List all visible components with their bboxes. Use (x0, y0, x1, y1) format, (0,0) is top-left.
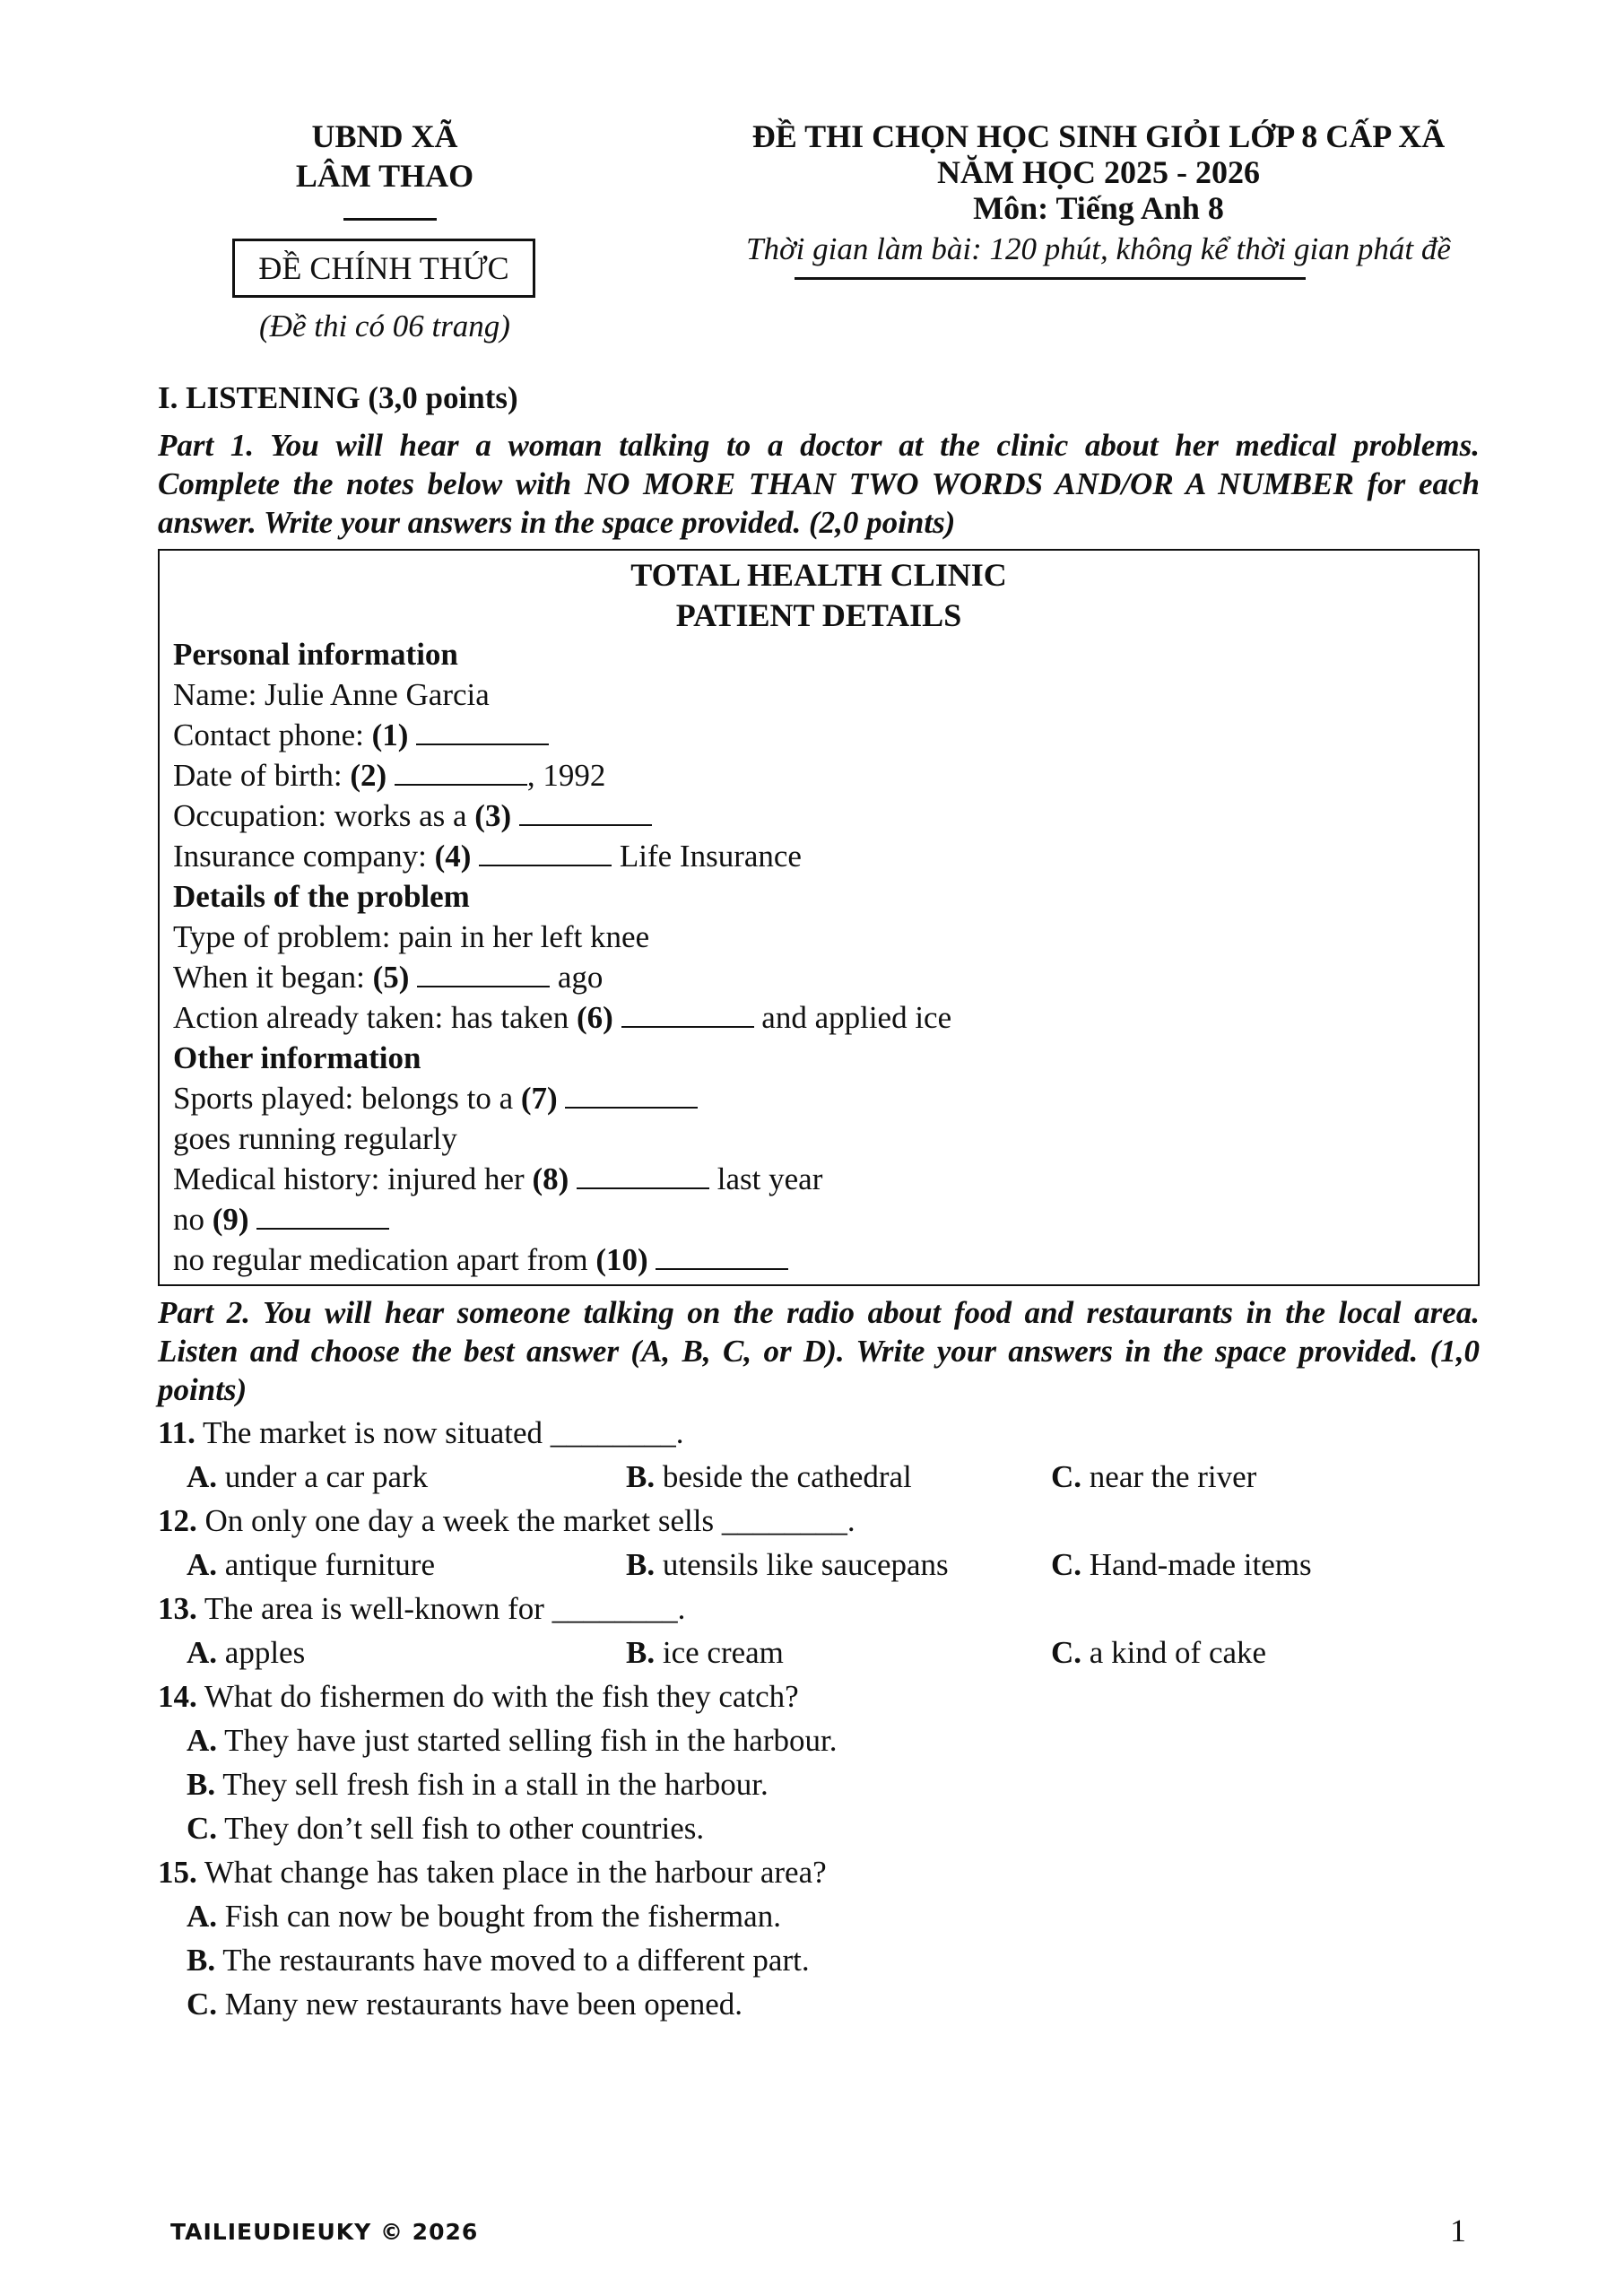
answer-blank-6[interactable] (621, 1001, 754, 1028)
answer-blank-8[interactable] (577, 1162, 709, 1189)
official-label: ĐỀ CHÍNH THỨC (258, 250, 509, 286)
agency-underline (343, 218, 437, 221)
box-title-clinic: TOTAL HEALTH CLINIC (630, 557, 1007, 593)
note-6-tail: and applied ice (753, 1000, 952, 1035)
question-13 (158, 1591, 685, 1627)
agency-line-1: UBND XÃ (311, 118, 458, 154)
part1-instr-line-2: Complete the notes below with NO MORE THAN TWO WORDS AND/OR A NUMBER for each (158, 466, 1480, 501)
answer-blank-5[interactable] (417, 961, 550, 987)
note-8-number: (8) (532, 1161, 569, 1196)
q14-c-text: They don’t sell fish to other countries. (217, 1811, 705, 1846)
heading-personal: Personal information (173, 637, 458, 672)
note-3-label: Occupation: works as a (173, 798, 475, 833)
q15-option-a[interactable] (187, 1899, 781, 1935)
patient-details-box (158, 549, 1480, 1286)
answer-blank-1[interactable] (416, 718, 549, 745)
note-10-label: no regular medication apart from (173, 1242, 596, 1277)
q13-c-text: a kind of cake (1081, 1635, 1267, 1670)
pages-note: (Đề thi có 06 trang) (259, 309, 510, 344)
note-3 (173, 798, 652, 834)
q14-option-b[interactable] (187, 1767, 769, 1803)
q13-option-c[interactable] (1051, 1635, 1266, 1671)
q11-option-a[interactable] (187, 1459, 428, 1495)
note-10-number: (10) (595, 1242, 648, 1277)
part2-instr-line-1: Part 2. You will hear someone talking on the radio about food and restaurants in the local area. (158, 1295, 1480, 1330)
q11-number: 11. (158, 1415, 195, 1450)
note-5-label: When it began: (173, 960, 373, 995)
school-year: NĂM HỌC 2025 - 2026 (937, 154, 1260, 190)
q15-option-c[interactable] (187, 1987, 743, 2022)
q14-c-letter: C. (187, 1811, 218, 1846)
q13-b-letter: B. (626, 1635, 656, 1670)
part2-instructions (158, 1293, 1480, 1409)
note-7 (173, 1081, 698, 1117)
q11-c-letter: C. (1051, 1459, 1082, 1494)
note-7-label: Sports played: belongs to a (173, 1081, 521, 1116)
note-5-number: (5) (372, 960, 410, 995)
q14-b-letter: B. (187, 1767, 216, 1802)
question-14 (158, 1679, 799, 1715)
q11-a-text: under a car park (217, 1459, 429, 1494)
q11-c-text: near the river (1081, 1459, 1257, 1494)
q14-number: 14. (158, 1679, 197, 1714)
heading-other: Other information (173, 1040, 421, 1075)
q14-option-c[interactable] (187, 1811, 704, 1847)
q14-text: What do fishermen do with the fish they catch? (196, 1679, 799, 1714)
answer-blank-9[interactable] (256, 1203, 389, 1230)
note-9-number: (9) (212, 1202, 249, 1237)
answer-blank-3[interactable] (519, 799, 652, 826)
q12-c-text: Hand-made items (1081, 1547, 1312, 1582)
q12-a-text: antique furniture (217, 1547, 435, 1582)
q13-option-b[interactable] (626, 1635, 784, 1671)
q15-b-letter: B. (187, 1943, 216, 1978)
q11-text: The market is now situated ________. (195, 1415, 684, 1450)
q12-a-letter: A. (187, 1547, 218, 1582)
note-9 (173, 1202, 389, 1238)
note-4-number: (4) (434, 839, 472, 874)
q15-text: What change has taken place in the harbour area? (196, 1855, 827, 1890)
q14-a-text: They have just started selling fish in the harbour. (217, 1723, 838, 1758)
note-6 (173, 1000, 951, 1036)
note-9-label: no (173, 1202, 213, 1237)
q13-text: The area is well-known for ________. (196, 1591, 686, 1626)
heading-details: Details of the problem (173, 879, 470, 914)
q15-a-letter: A. (187, 1899, 218, 1934)
box-title-patient: PATIENT DETAILS (675, 597, 962, 633)
agency-line-2: LÂM THAO (295, 158, 474, 194)
q12-option-b[interactable] (626, 1547, 949, 1583)
q12-b-letter: B. (626, 1547, 656, 1582)
part1-instructions (158, 426, 1480, 542)
q12-text: On only one day a week the market sells ________. (196, 1503, 855, 1538)
q15-b-text: The restaurants have moved to a different part. (215, 1943, 810, 1978)
footer-brand: TAILIEUDIEUKY © 2026 (170, 2219, 479, 2245)
exam-title-block (646, 117, 1551, 228)
note-4-label: Insurance company: (173, 839, 435, 874)
note-10 (173, 1242, 788, 1278)
note-8-label: Medical history: injured her (173, 1161, 533, 1196)
q13-option-a[interactable] (187, 1635, 305, 1671)
part2-instr-line-2: Listen and choose the best answer (A, B, C, or D). Write your answers in the space provided. (1,0 (158, 1334, 1480, 1369)
q12-b-text: utensils like saucepans (655, 1547, 949, 1582)
agency-name (232, 117, 537, 196)
q15-option-b[interactable] (187, 1943, 810, 1979)
page-number: 1 (1450, 2213, 1466, 2248)
question-11 (158, 1415, 684, 1451)
q15-c-text: Many new restaurants have been opened. (217, 1987, 743, 2022)
note-2-number: (2) (350, 758, 387, 793)
q13-a-letter: A. (187, 1635, 218, 1670)
q11-a-letter: A. (187, 1459, 218, 1494)
note-6-number: (6) (576, 1000, 613, 1035)
note-8 (173, 1161, 822, 1197)
answer-blank-10[interactable] (656, 1243, 788, 1270)
note-4-tail: Life Insurance (612, 839, 802, 874)
q12-option-c[interactable] (1051, 1547, 1312, 1583)
answer-blank-4[interactable] (479, 839, 612, 866)
answer-blank-7[interactable] (565, 1082, 698, 1109)
note-2-label: Date of birth: (173, 758, 351, 793)
q13-a-text: apples (217, 1635, 306, 1670)
note-1 (173, 718, 549, 753)
time-allowed: Thời gian làm bài: 120 phút, không kể thời gian phát đề (746, 231, 1451, 266)
q13-c-letter: C. (1051, 1635, 1082, 1670)
q12-number: 12. (158, 1503, 197, 1538)
section-title: I. LISTENING (3,0 points) (158, 380, 518, 415)
part1-instr-line-3: answer. Write your answers in the space provided. (2,0 points) (158, 505, 956, 540)
q11-option-c[interactable] (1051, 1459, 1256, 1495)
part1-instr-line-1: Part 1. You will hear a woman talking to a doctor at the clinic about her medical problems. (158, 428, 1480, 463)
q14-option-a[interactable] (187, 1723, 837, 1759)
q15-c-letter: C. (187, 1987, 218, 2022)
q15-number: 15. (158, 1855, 197, 1890)
subject: Môn: Tiếng Anh 8 (973, 190, 1224, 226)
note-4 (173, 839, 802, 874)
note-name: Name: Julie Anne Garcia (173, 677, 490, 712)
note-type: Type of problem: pain in her left knee (173, 919, 650, 954)
official-exam-box (232, 239, 535, 298)
q11-b-letter: B. (626, 1459, 656, 1494)
note-1-label: Contact phone: (173, 718, 372, 752)
q14-a-letter: A. (187, 1723, 218, 1758)
q11-option-b[interactable] (626, 1459, 912, 1495)
note-5-tail: ago (550, 960, 604, 995)
title-underline (795, 277, 1306, 280)
note-7-number: (7) (520, 1081, 558, 1116)
q13-number: 13. (158, 1591, 197, 1626)
note-2-tail: , 1992 (526, 758, 606, 793)
note-3-number: (3) (474, 798, 512, 833)
question-12 (158, 1503, 855, 1539)
q15-a-text: Fish can now be bought from the fisherman. (217, 1899, 781, 1934)
exam-title: ĐỀ THI CHỌN HỌC SINH GIỎI LỚP 8 CẤP XÃ (751, 118, 1446, 154)
note-2 (173, 758, 605, 794)
answer-blank-2[interactable] (395, 759, 527, 786)
q11-b-text: beside the cathedral (655, 1459, 912, 1494)
note-1-number: (1) (371, 718, 409, 752)
q14-b-text: They sell fresh fish in a stall in the harbour. (215, 1767, 769, 1802)
q13-b-text: ice cream (655, 1635, 784, 1670)
question-15 (158, 1855, 827, 1891)
note-6-label: Action already taken: has taken (173, 1000, 577, 1035)
note-8-tail: last year (709, 1161, 823, 1196)
part2-instr-line-3: points) (158, 1372, 248, 1407)
note-running: goes running regularly (173, 1121, 457, 1156)
q12-c-letter: C. (1051, 1547, 1082, 1582)
note-5 (173, 960, 603, 996)
q12-option-a[interactable] (187, 1547, 435, 1583)
